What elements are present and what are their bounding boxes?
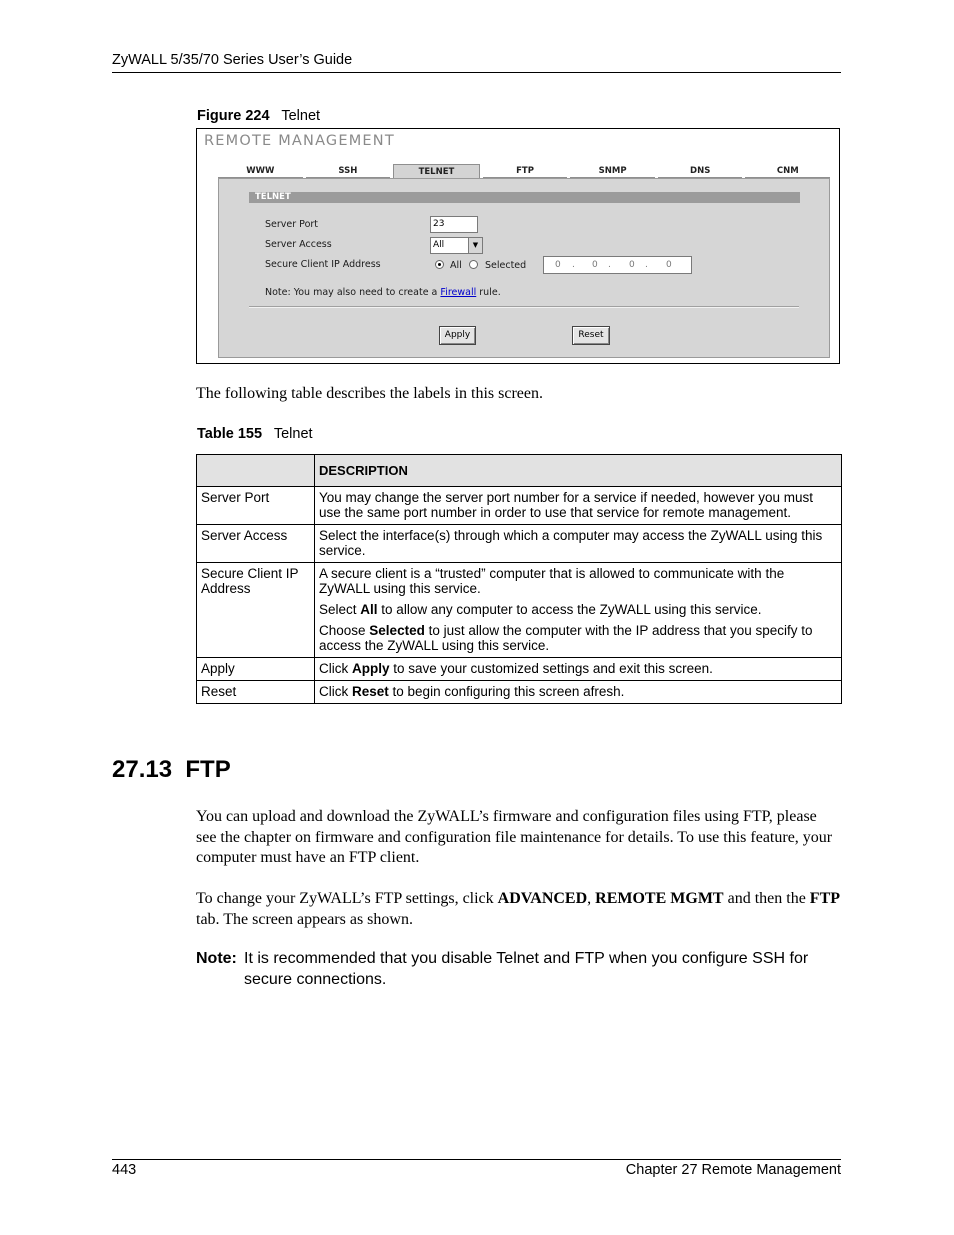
- running-header: ZyWALL 5/35/70 Series User’s Guide: [112, 52, 353, 68]
- description-text: Click Apply to save your customized settings and exit this screen.: [319, 661, 713, 676]
- row-description: [315, 658, 842, 681]
- note-label: Note:: [196, 950, 237, 967]
- firewall-link[interactable]: Firewall: [440, 287, 477, 298]
- row-label: Secure Client IP Address: [197, 563, 315, 658]
- table-row: [197, 525, 842, 563]
- table-caption: [197, 426, 313, 442]
- tab-ssh[interactable]: SSH: [306, 164, 391, 178]
- ip-octet-2: 0: [592, 260, 598, 270]
- tab-ftp[interactable]: FTP: [483, 164, 568, 178]
- tab-snmp[interactable]: SNMP: [570, 164, 655, 178]
- tab-cnm[interactable]: CNM: [745, 164, 830, 178]
- chapter-title: Chapter 27 Remote Management: [625, 1162, 841, 1178]
- intro-text: The following table describes the labels in this screen.: [196, 385, 544, 402]
- description-text: Click Reset to begin configuring this screen afresh.: [319, 684, 625, 699]
- row-label: Server Access: [197, 525, 315, 563]
- table-row: [197, 681, 842, 704]
- row-description: [315, 525, 842, 563]
- description-table: [196, 454, 842, 704]
- server-access-label: Server Access: [265, 239, 332, 250]
- tab-www[interactable]: WWW: [218, 164, 303, 178]
- figure-caption: [197, 108, 320, 124]
- row-description: [315, 487, 842, 525]
- screen-title: REMOTE MANAGEMENT: [204, 133, 395, 149]
- ip-octet-4: 0: [666, 260, 672, 270]
- ip-dot: .: [572, 260, 575, 270]
- secure-client-ip-input[interactable]: [543, 256, 692, 274]
- radio-selected[interactable]: [469, 260, 478, 269]
- paragraph-ftp-steps: To change your ZyWALL’s FTP settings, click ADVANCED, REMOTE MGMT and then the FTP tab. The screen appears as shown.: [196, 890, 841, 928]
- tab-dns[interactable]: DNS: [658, 164, 743, 178]
- section-heading: 27.13 FTP: [112, 756, 231, 783]
- radio-all-label: All: [450, 260, 462, 271]
- header-description-cell: DESCRIPTION: [315, 455, 842, 487]
- row-label: Apply: [197, 658, 315, 681]
- note-prefix: Note: You may also need to create a: [265, 287, 438, 298]
- radio-all[interactable]: [435, 260, 444, 269]
- reset-button[interactable]: Reset: [572, 326, 610, 345]
- table-row: [197, 658, 842, 681]
- panel-separator: [249, 306, 799, 308]
- page-number: 443: [112, 1162, 137, 1178]
- row-description: [315, 563, 842, 658]
- radio-selected-label: Selected: [485, 260, 527, 271]
- chevron-down-icon[interactable]: ▼: [468, 238, 482, 253]
- server-port-input[interactable]: 23: [430, 216, 478, 233]
- table-label: Table 155: [197, 426, 263, 442]
- server-access-value: All: [433, 240, 445, 250]
- tab-telnet[interactable]: TELNET: [393, 164, 480, 178]
- description-text: Select the interface(s) through which a computer may access the ZyWALL using this service.: [319, 528, 823, 558]
- note-suffix: rule.: [479, 287, 501, 298]
- figure-title: Telnet: [281, 108, 321, 124]
- row-description: [315, 681, 842, 704]
- firewall-note: [265, 287, 501, 298]
- table-row: [197, 563, 842, 658]
- description-text: A secure client is a “trusted” computer that is allowed to communicate with the ZyWALL using this service.: [319, 566, 785, 596]
- ip-octet-3: 0: [629, 260, 635, 270]
- table-title: Telnet: [273, 426, 313, 442]
- row-label: Reset: [197, 681, 315, 704]
- paragraph-ftp-intro: You can upload and download the ZyWALL’s firmware and configuration files using FTP, please see the chapter on firmware and configuration file maintenance for details. To use this feature, your computer must have an FTP client.: [196, 808, 833, 866]
- apply-button[interactable]: Apply: [439, 326, 476, 345]
- row-label: Server Port: [197, 487, 315, 525]
- ip-dot: .: [645, 260, 648, 270]
- description-text: Select All to allow any computer to access the ZyWALL using this service.: [319, 602, 762, 617]
- note-text: It is recommended that you disable Telnet and FTP when you configure SSH for secure connections.: [244, 950, 809, 988]
- secure-client-ip-label: Secure Client IP Address: [265, 259, 381, 270]
- tab-bar: [218, 164, 830, 178]
- figure-screenshot: [196, 128, 840, 364]
- server-access-select[interactable]: [430, 237, 483, 254]
- footer-rule: [112, 1159, 841, 1160]
- header-label-cell: [197, 455, 315, 487]
- server-port-label: Server Port: [265, 219, 319, 230]
- description-text: Choose Selected to just allow the computer with the IP address that you specify to access the ZyWALL using this service.: [319, 623, 813, 653]
- ip-dot: .: [608, 260, 611, 270]
- table-header-row: [197, 455, 842, 487]
- figure-label: Figure 224: [197, 108, 270, 124]
- description-text: You may change the server port number for a service if needed, however you must use the same port number in order to use that service for remote management.: [319, 490, 814, 520]
- telnet-panel: [218, 178, 830, 358]
- section-title-bar: TELNET: [249, 192, 800, 203]
- header-rule: [112, 72, 841, 73]
- table-row: [197, 487, 842, 525]
- ip-octet-1: 0: [555, 260, 561, 270]
